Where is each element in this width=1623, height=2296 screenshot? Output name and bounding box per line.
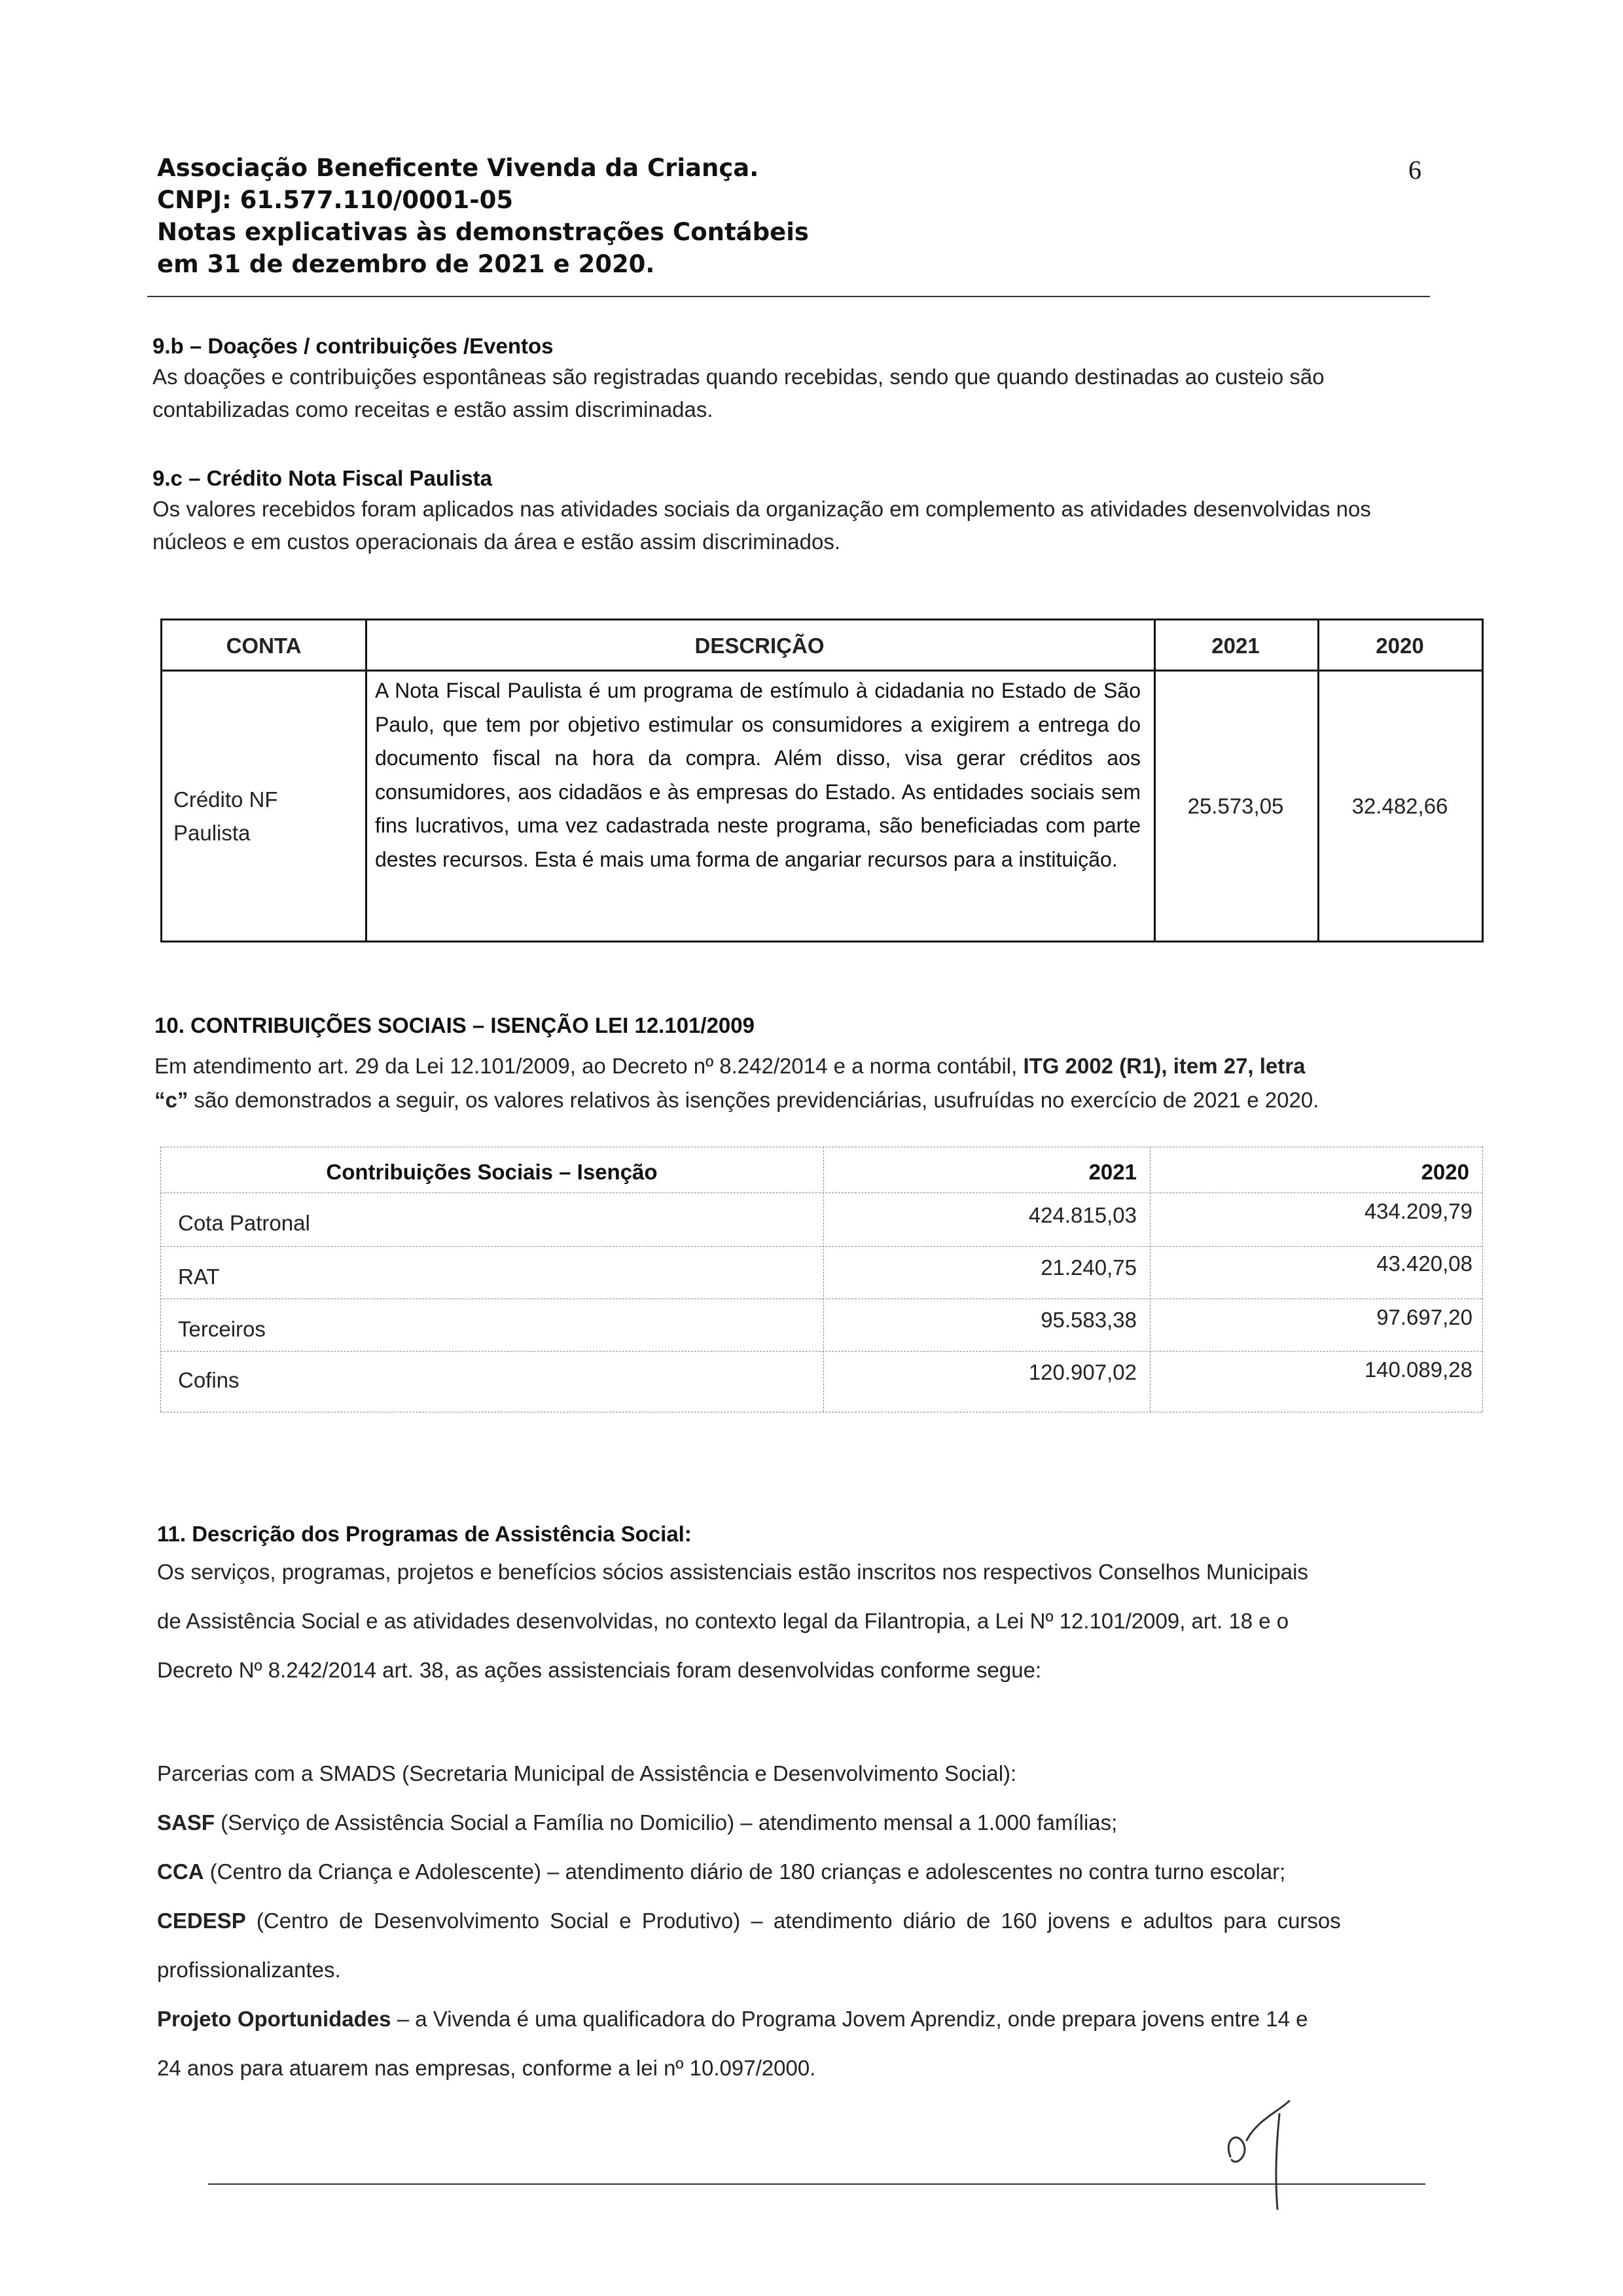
- col-header-2020: 2020: [1421, 1160, 1469, 1184]
- page-number: 6: [1408, 155, 1421, 185]
- row-label: Cota Patronal: [178, 1211, 310, 1235]
- row-label: Cofins: [178, 1368, 240, 1392]
- section-11-text: [157, 1547, 1531, 1695]
- col-header-2021: 2021: [1211, 634, 1260, 658]
- col-header-2021: 2021: [1088, 1160, 1137, 1184]
- signature-rubric: [1217, 2094, 1322, 2212]
- cedesp-line: [157, 1896, 1531, 1945]
- row-value-2021: 21.240,75: [1041, 1255, 1137, 1280]
- col-header-2020: 2020: [1376, 634, 1424, 658]
- conta-cell: [173, 783, 278, 850]
- section-9b-line: contabilizadas como receitas e estão assim discriminadas.: [152, 397, 713, 422]
- row-label: RAT: [178, 1265, 220, 1289]
- section-10-text: [154, 1049, 1529, 1117]
- row-value-2020: 434.209,79: [1364, 1199, 1472, 1223]
- cedesp-acronym: CEDESP: [157, 1909, 246, 1933]
- section-9c-line: núcleos e em custos operacionais da área e estão assim discriminados.: [152, 529, 841, 554]
- parcerias-line: Parcerias com a SMADS (Secretaria Municipal de Assistência e Desenvolvimento Social):: [157, 1761, 1017, 1785]
- sasf-line: [157, 1798, 1531, 1847]
- document-header: [157, 152, 809, 280]
- section-11-heading: 11. Descrição dos Programas de Assistência Social:: [157, 1522, 692, 1546]
- s10-line2-text: são demonstrados a seguir, os valores relativos às isenções previdenciárias, usufruídas no exercício de 2021 e 2020.: [188, 1088, 1319, 1112]
- s10-line1-text: Em atendimento art. 29 da Lei 12.101/2009, ao Decreto nº 8.242/2014 e a norma contábil,: [154, 1054, 1024, 1078]
- section-9b-heading: 9.b – Doações / contribuições /Eventos: [152, 334, 554, 358]
- section-11-programs: [157, 1749, 1531, 2092]
- cca-line: [157, 1847, 1531, 1896]
- cedesp-line-2: profissionalizantes.: [157, 1958, 341, 1982]
- row-label: Terceiros: [178, 1317, 266, 1341]
- section-9c-heading: 9.c – Crédito Nota Fiscal Paulista: [152, 466, 493, 490]
- value-2020: 32.482,66: [1351, 794, 1448, 818]
- descricao-cell: A Nota Fiscal Paulista é um programa de estímulo à cidadania no Estado de São Paulo, que tem por objetivo estimular os consumidores a exigirem a entrega do documento fiscal na hora da compra. Além disso, visa gerar créditos aos consumidores, aos cidadãos e às empresas do Estado. As entidades sociais sem fins lucrativos, uma vez cadastrada neste programa, são beneficiadas com parte destes recursos. Esta é mais uma forma de angariar recursos para a instituição.: [375, 679, 1141, 871]
- sasf-text: (Serviço de Assistência Social a Família no Domicilio) – atendimento mensal a 1.000 famílias;: [215, 1810, 1118, 1835]
- footer-divider: [208, 2183, 1425, 2185]
- projeto-line-2: 24 anos para atuarem nas empresas, conforme a lei nº 10.097/2000.: [157, 2056, 816, 2080]
- s11-line: de Assistência Social e as atividades desenvolvidas, no contexto legal da Filantropia, a Lei Nº 12.101/2009, art. 18 e o: [157, 1609, 1289, 1633]
- org-name: Associação Beneficente Vivenda da Criança.: [157, 154, 759, 182]
- cca-acronym: CCA: [157, 1859, 204, 1884]
- section-10-heading: 10. CONTRIBUIÇÕES SOCIAIS – ISENÇÃO LEI 12.101/2009: [154, 1013, 755, 1037]
- row-value-2020: 97.697,20: [1376, 1305, 1472, 1329]
- row-value-2021: 120.907,02: [1028, 1360, 1137, 1384]
- section-9c-line: Os valores recebidos foram aplicados nas atividades sociais da organização em complemento as atividades desenvolvidas nos: [152, 497, 1371, 521]
- s10-line1-bold: ITG 2002 (R1), item 27, letra: [1023, 1054, 1306, 1078]
- col-header-contribuicoes: Contribuições Sociais – Isenção: [326, 1160, 658, 1184]
- row-value-2020: 43.420,08: [1376, 1251, 1472, 1276]
- projeto-text: – a Vivenda é uma qualificadora do Programa Jovem Aprendiz, onde prepara jovens entre 14 e: [391, 2007, 1308, 2031]
- s10-line2-bold: “c”: [154, 1088, 188, 1112]
- cnpj: CNPJ: 61.577.110/0001-05: [157, 186, 514, 214]
- projeto-line: [157, 1994, 1531, 2043]
- row-value-2021: 95.583,38: [1041, 1308, 1137, 1332]
- header-divider: [147, 296, 1430, 297]
- cedesp-text: (Centro de Desenvolvimento Social e Produtivo) – atendimento diário de 160 jovens e adultos para cursos: [245, 1909, 1341, 1933]
- col-header-descricao: DESCRIÇÃO: [694, 634, 825, 658]
- sasf-acronym: SASF: [157, 1810, 215, 1835]
- s11-line: Os serviços, programas, projetos e benefícios sócios assistenciais estão inscritos nos respectivos Conselhos Municipais: [157, 1560, 1308, 1584]
- nfp-table: [160, 619, 1484, 942]
- doc-period: em 31 de dezembro de 2021 e 2020.: [157, 250, 655, 278]
- section-9c-text: [152, 493, 1527, 558]
- row-value-2020: 140.089,28: [1364, 1357, 1472, 1382]
- section-9b-text: [152, 361, 1494, 426]
- value-2021: 25.573,05: [1187, 794, 1284, 818]
- doc-title: Notas explicativas às demonstrações Contábeis: [157, 218, 809, 246]
- contribuicoes-table: [157, 1147, 1486, 1418]
- row-value-2021: 424.815,03: [1028, 1203, 1137, 1227]
- conta-line: Paulista: [173, 821, 251, 845]
- conta-line: Crédito NF: [173, 787, 278, 812]
- s11-line: Decreto Nº 8.242/2014 art. 38, as ações assistenciais foram desenvolvidas conforme segue:: [157, 1658, 1042, 1682]
- cca-text: (Centro da Criança e Adolescente) – atendimento diário de 180 crianças e adolescentes no contra turno escolar;: [204, 1859, 1286, 1884]
- projeto-name: Projeto Oportunidades: [157, 2007, 391, 2031]
- section-9b-line: As doações e contribuições espontâneas são registradas quando recebidas, sendo que quando destinadas ao custeio são: [152, 365, 1325, 389]
- col-header-conta: CONTA: [226, 634, 302, 658]
